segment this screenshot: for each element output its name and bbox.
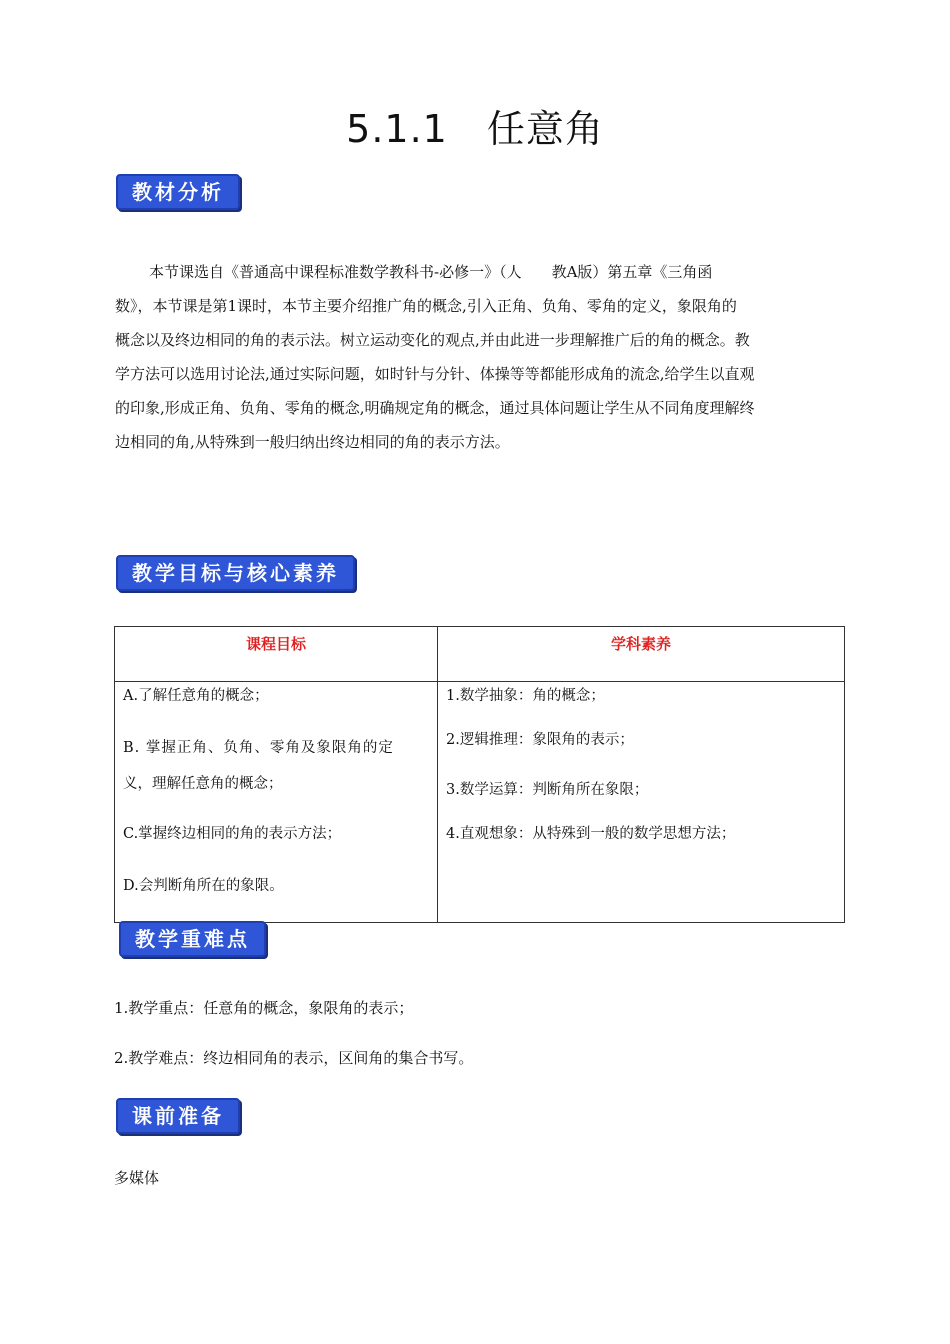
section-badge-goals: 教学目标与核心素养: [116, 555, 355, 591]
section-badge-keypoints: 教学重难点: [119, 921, 266, 957]
table-header-literacy: 学科素养: [438, 627, 845, 682]
course-goal-item: C.掌握终边相同的角的表示方法；: [123, 826, 342, 842]
analysis-line: 的印象,形成正角、负角、零角的概念,明确规定角的概念，通过具体问题让学生从不同角度理解终: [115, 399, 755, 417]
section-badge-prep: 课前准备: [116, 1098, 240, 1134]
course-goal-item: 义，理解任意角的概念；: [123, 776, 283, 792]
analysis-line: 数》，本节课是第1课时，本节主要介绍推广角的概念,引入正角、负角、零角的定义，象限角的: [115, 297, 737, 315]
section-badge-analysis: 教材分析: [116, 174, 240, 210]
key-point-item: 1.教学重点：任意角的概念，象限角的表示；: [114, 999, 414, 1017]
course-goal-item: A.了解任意角的概念；: [123, 688, 269, 704]
literacy-item: 2.逻辑推理：象限角的表示；: [446, 732, 634, 748]
literacy-item: 3.数学运算：判断角所在象限；: [446, 782, 649, 798]
analysis-line: 边相同的角,从特殊到一般归纳出终边相同的角的表示方法。: [115, 433, 510, 451]
literacy-cell: [438, 682, 845, 923]
page-title: 5.1.1 任意角: [346, 107, 604, 151]
prep-text: 多媒体: [114, 1169, 160, 1187]
table-header-course-goals: 课程目标: [115, 627, 438, 682]
analysis-line: 本节课选自《普通高中课程标准数学教科书-必修一》（人 教A版）第五章《三角函: [149, 263, 713, 281]
course-goal-item: B. 掌握正角、负角、零角及象限角的定: [123, 740, 394, 756]
course-goals-cell: [115, 682, 438, 923]
analysis-line: 概念以及终边相同的角的表示法。树立运动变化的观点,并由此进一步理解推广后的角的概念。教: [115, 331, 750, 349]
analysis-line: 学方法可以选用讨论法,通过实际问题，如时针与分针、体操等等都能形成角的流念,给学生以直观: [115, 365, 755, 383]
analysis-paragraph: [115, 255, 837, 459]
key-point-item: 2.教学难点：终边相同角的表示，区间角的集合书写。: [114, 1049, 474, 1067]
literacy-item: 1.数学抽象：角的概念；: [446, 688, 605, 704]
goals-table: [114, 626, 845, 923]
course-goal-item: D.会判断角所在的象限。: [123, 878, 284, 894]
literacy-item: 4.直观想象：从特殊到一般的数学思想方法；: [446, 826, 736, 842]
